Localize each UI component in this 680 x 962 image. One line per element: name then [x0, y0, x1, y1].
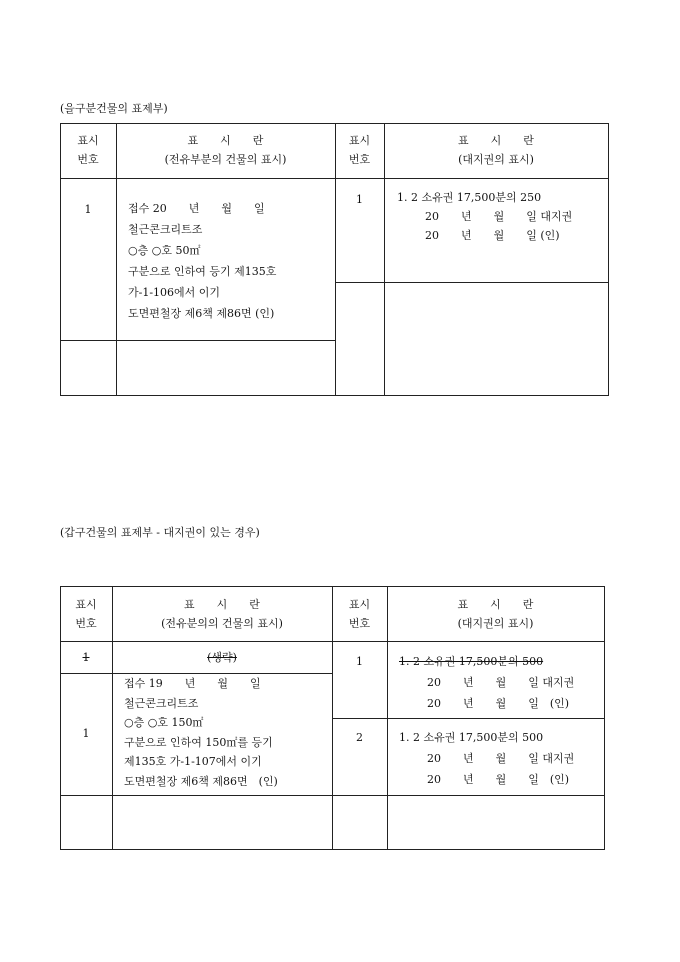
building-line: ○층 ○호 150㎡: [124, 716, 204, 729]
building-old-text: (생략): [207, 651, 237, 664]
header-text: 표 시 란: [458, 134, 534, 147]
building-line: ○층 ○호 50㎡: [128, 244, 201, 257]
land-line: 1. 2 소유권 17,500분의 250: [397, 191, 542, 204]
building-line: 구분으로 인하여 등기 제135호: [128, 265, 277, 278]
land-line: 20 년 월 일 (인): [427, 697, 570, 710]
building-line: 철근콘크리트조: [124, 696, 199, 710]
land-line: 20 년 월 일 대지권: [427, 752, 575, 765]
header-land-desc: [387, 595, 604, 633]
header-number-2: [335, 131, 384, 169]
land-number: 1: [356, 193, 363, 206]
building-description: [124, 674, 278, 791]
header-text: 번호: [348, 617, 371, 630]
header-text: (대지권의 표시): [458, 153, 534, 166]
building-line: 접수 19 년 월 일: [124, 677, 261, 690]
land-line: 20 년 월 일 (인): [427, 773, 570, 786]
header-text: 표시: [348, 134, 371, 147]
land-old-number: 1: [356, 655, 363, 668]
land-new-number: 2: [356, 731, 363, 744]
table-border: [335, 282, 609, 283]
land-line: 20 년 월 일 대지권: [427, 676, 575, 689]
header-number-2: [332, 595, 387, 633]
land-line-struck: 1. 2 소유권 17,500분의 500: [399, 655, 544, 668]
table-border: [332, 718, 605, 719]
land-line: 20 년 월 일 (인): [425, 229, 560, 242]
building-description: [128, 198, 276, 324]
table-border: [60, 340, 335, 341]
header-text: 표시: [75, 598, 97, 611]
land-new-description: [399, 727, 574, 790]
header-text: (전유분의의 건물의 표시): [161, 617, 283, 630]
building-number: 1: [82, 727, 90, 740]
building-line: 도면편철장 제6책 제86면 (인): [128, 307, 275, 320]
building-old-number: 1: [82, 651, 90, 664]
building-line: 제135호 가-1-107에서 이기: [124, 755, 262, 768]
header-text: 표시: [348, 598, 371, 611]
header-text: (대지권의 표시): [457, 617, 534, 630]
building-line: 가-1-106에서 이기: [128, 286, 221, 299]
land-old-description: [399, 651, 574, 714]
table-border: [604, 586, 605, 850]
header-text: 표 시 란: [457, 598, 534, 611]
header-text: (전유부분의 건물의 표시): [164, 153, 287, 166]
section2-caption: (갑구건물의 표제부 - 대지권이 있는 경우): [60, 526, 260, 539]
header-number-1: [60, 131, 116, 169]
header-land-desc: [384, 131, 608, 169]
building-number: 1: [84, 203, 92, 216]
header-building-desc: [112, 595, 332, 633]
building-line: 철근콘크리트조: [128, 223, 203, 236]
header-text: 표시: [77, 134, 99, 147]
building-line: 접수 20 년 월 일: [128, 202, 265, 215]
land-line: 1. 2 소유권 17,500분의 500: [399, 731, 544, 744]
land-description: [397, 188, 572, 245]
header-text: 번호: [75, 617, 97, 630]
header-text: 번호: [348, 153, 371, 166]
section1-caption: (을구분건물의 표제부): [60, 102, 168, 115]
header-text: 표 시 란: [184, 598, 260, 611]
header-text: 번호: [77, 153, 99, 166]
table-border: [608, 123, 609, 396]
building-line: 구분으로 인하여 150㎡를 등기: [124, 735, 273, 749]
header-text: 표 시 란: [187, 134, 264, 147]
header-building-desc: [116, 131, 335, 169]
land-line: 20 년 월 일 대지권: [425, 210, 573, 223]
header-number-1: [60, 595, 112, 633]
building-line: 도면편철장 제6책 제86면 (인): [124, 774, 278, 788]
